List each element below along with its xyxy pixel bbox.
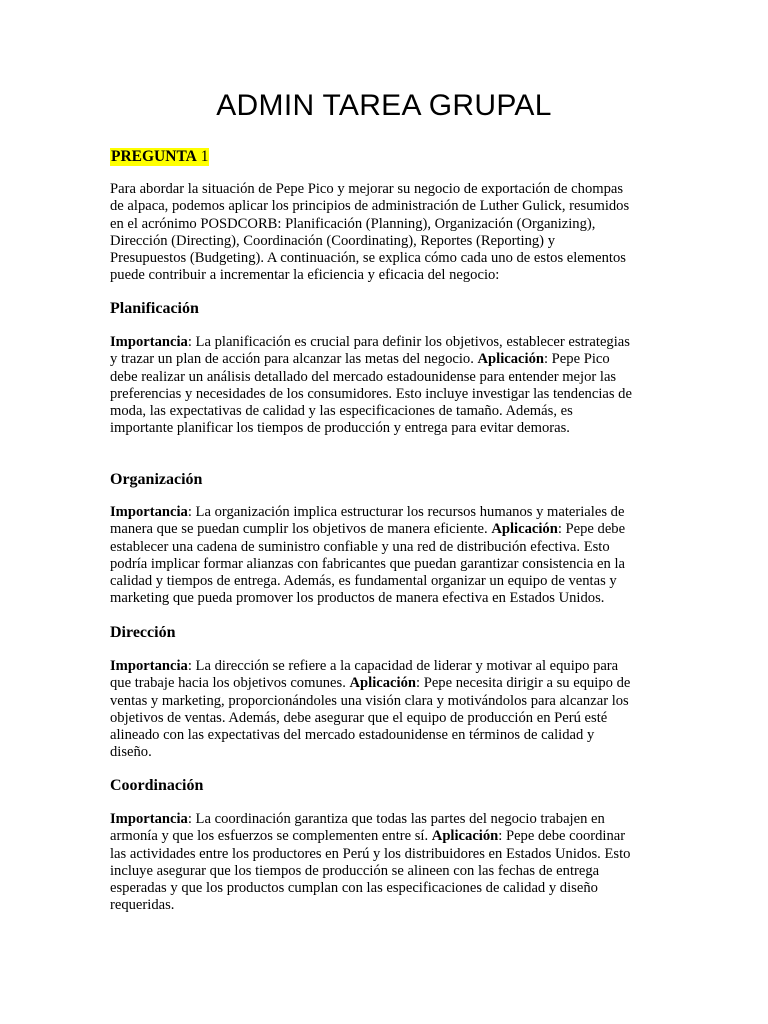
importance-label: Importancia [110,811,188,827]
importance-text: : La dirección se refiere a la capacidad de liderar y motivar al equipo para que trabaje hacia los objetivos comunes. [110,658,619,692]
application-text: : Pepe Pico debe realizar un análisis detallado del mercado estadounidense para entender mejor las preferencias y necesidades de los consumidores. Esto incluye investigar las tendencias de moda, las expectativas de calidad y las especificaciones de tamaño. Además, es importante planificar los tiempos de producción y entrega para evitar demoras. [110,351,632,437]
question-label [110,148,209,166]
application-text: : Pepe debe coordinar las actividades entre los productores en Perú y los distribuidores en Estados Unidos. Esto incluye asegurar que los tiempos de producción se alineen con las fechas de entrega esperadas y que los productos cumplan con las especificaciones de calidad y diseño requeridas. [110,828,631,914]
importance-label: Importancia [110,334,188,350]
section-paragraph-direccion [110,658,632,762]
question-prefix: PREGUNTA [111,148,197,165]
application-text: : Pepe necesita dirigir a su equipo de ventas y marketing, proporcionándoles una visión clara y motivándolos para alcanzar los objetivos de ventas. Además, debe asegurar que el equipo de producción en Perú esté alineado con las expectativas del mercado estadounidense en términos de calidad y diseño. [110,675,631,761]
section-paragraph-organizacion [110,504,632,608]
importance-label: Importancia [110,504,188,520]
section-heading-direccion: Dirección [110,624,176,641]
application-label: Aplicación [431,828,499,845]
application-label: Aplicación [477,351,544,368]
application-label: Aplicación [349,675,416,692]
section-heading-planificacion: Planificación [110,300,199,317]
section-paragraph-coordinacion [110,811,632,915]
intro-paragraph: Para abordar la situación de Pepe Pico y mejorar su negocio de exportación de chompas de alpaca, podemos aplicar los principios de administración de Luther Gulick, resumidos en el acrónimo POSDCORB: Planificación (Planning), Organización (Organizing), Dirección (Directing), Coordinación (Coordinating), Reportes (Reporting) y Presupuestos (Budgeting). A continuación, se explica cómo cada uno de estos elementos puede contribuir a incrementar la eficiencia y eficacia del negocio: [110,181,630,284]
section-heading-organizacion: Organización [110,471,203,488]
section-heading-coordinacion: Coordinación [110,777,204,794]
application-label: Aplicación [491,521,558,538]
section-paragraph-planificacion [110,334,632,438]
document-title: ADMIN TAREA GRUPAL [216,89,552,122]
application-text: : Pepe debe establecer una cadena de suministro confiable y una red de distribución efectiva. Esto podría implicar formar alianzas con fabricantes que puedan garantizar consistencia en la calidad y tiempos de entrega. Además, es fundamental organizar un equipo de ventas y marketing que pueda promover los productos de manera efectiva en Estados Unidos. [110,521,626,607]
importance-text: : La organización implica estructurar los recursos humanos y materiales de manera que se puedan cumplir los objetivos de manera eficiente. [110,504,625,538]
importance-label: Importancia [110,658,188,674]
importance-text: : La coordinación garantiza que todas las partes del negocio trabajen en armonía y que los esfuerzos se complementen entre sí. [110,811,605,845]
importance-text: : La planificación es crucial para definir los objetivos, establecer estrategias y trazar un plan de acción para alcanzar las metas del negocio. [110,334,630,368]
question-number: 1 [200,148,209,165]
